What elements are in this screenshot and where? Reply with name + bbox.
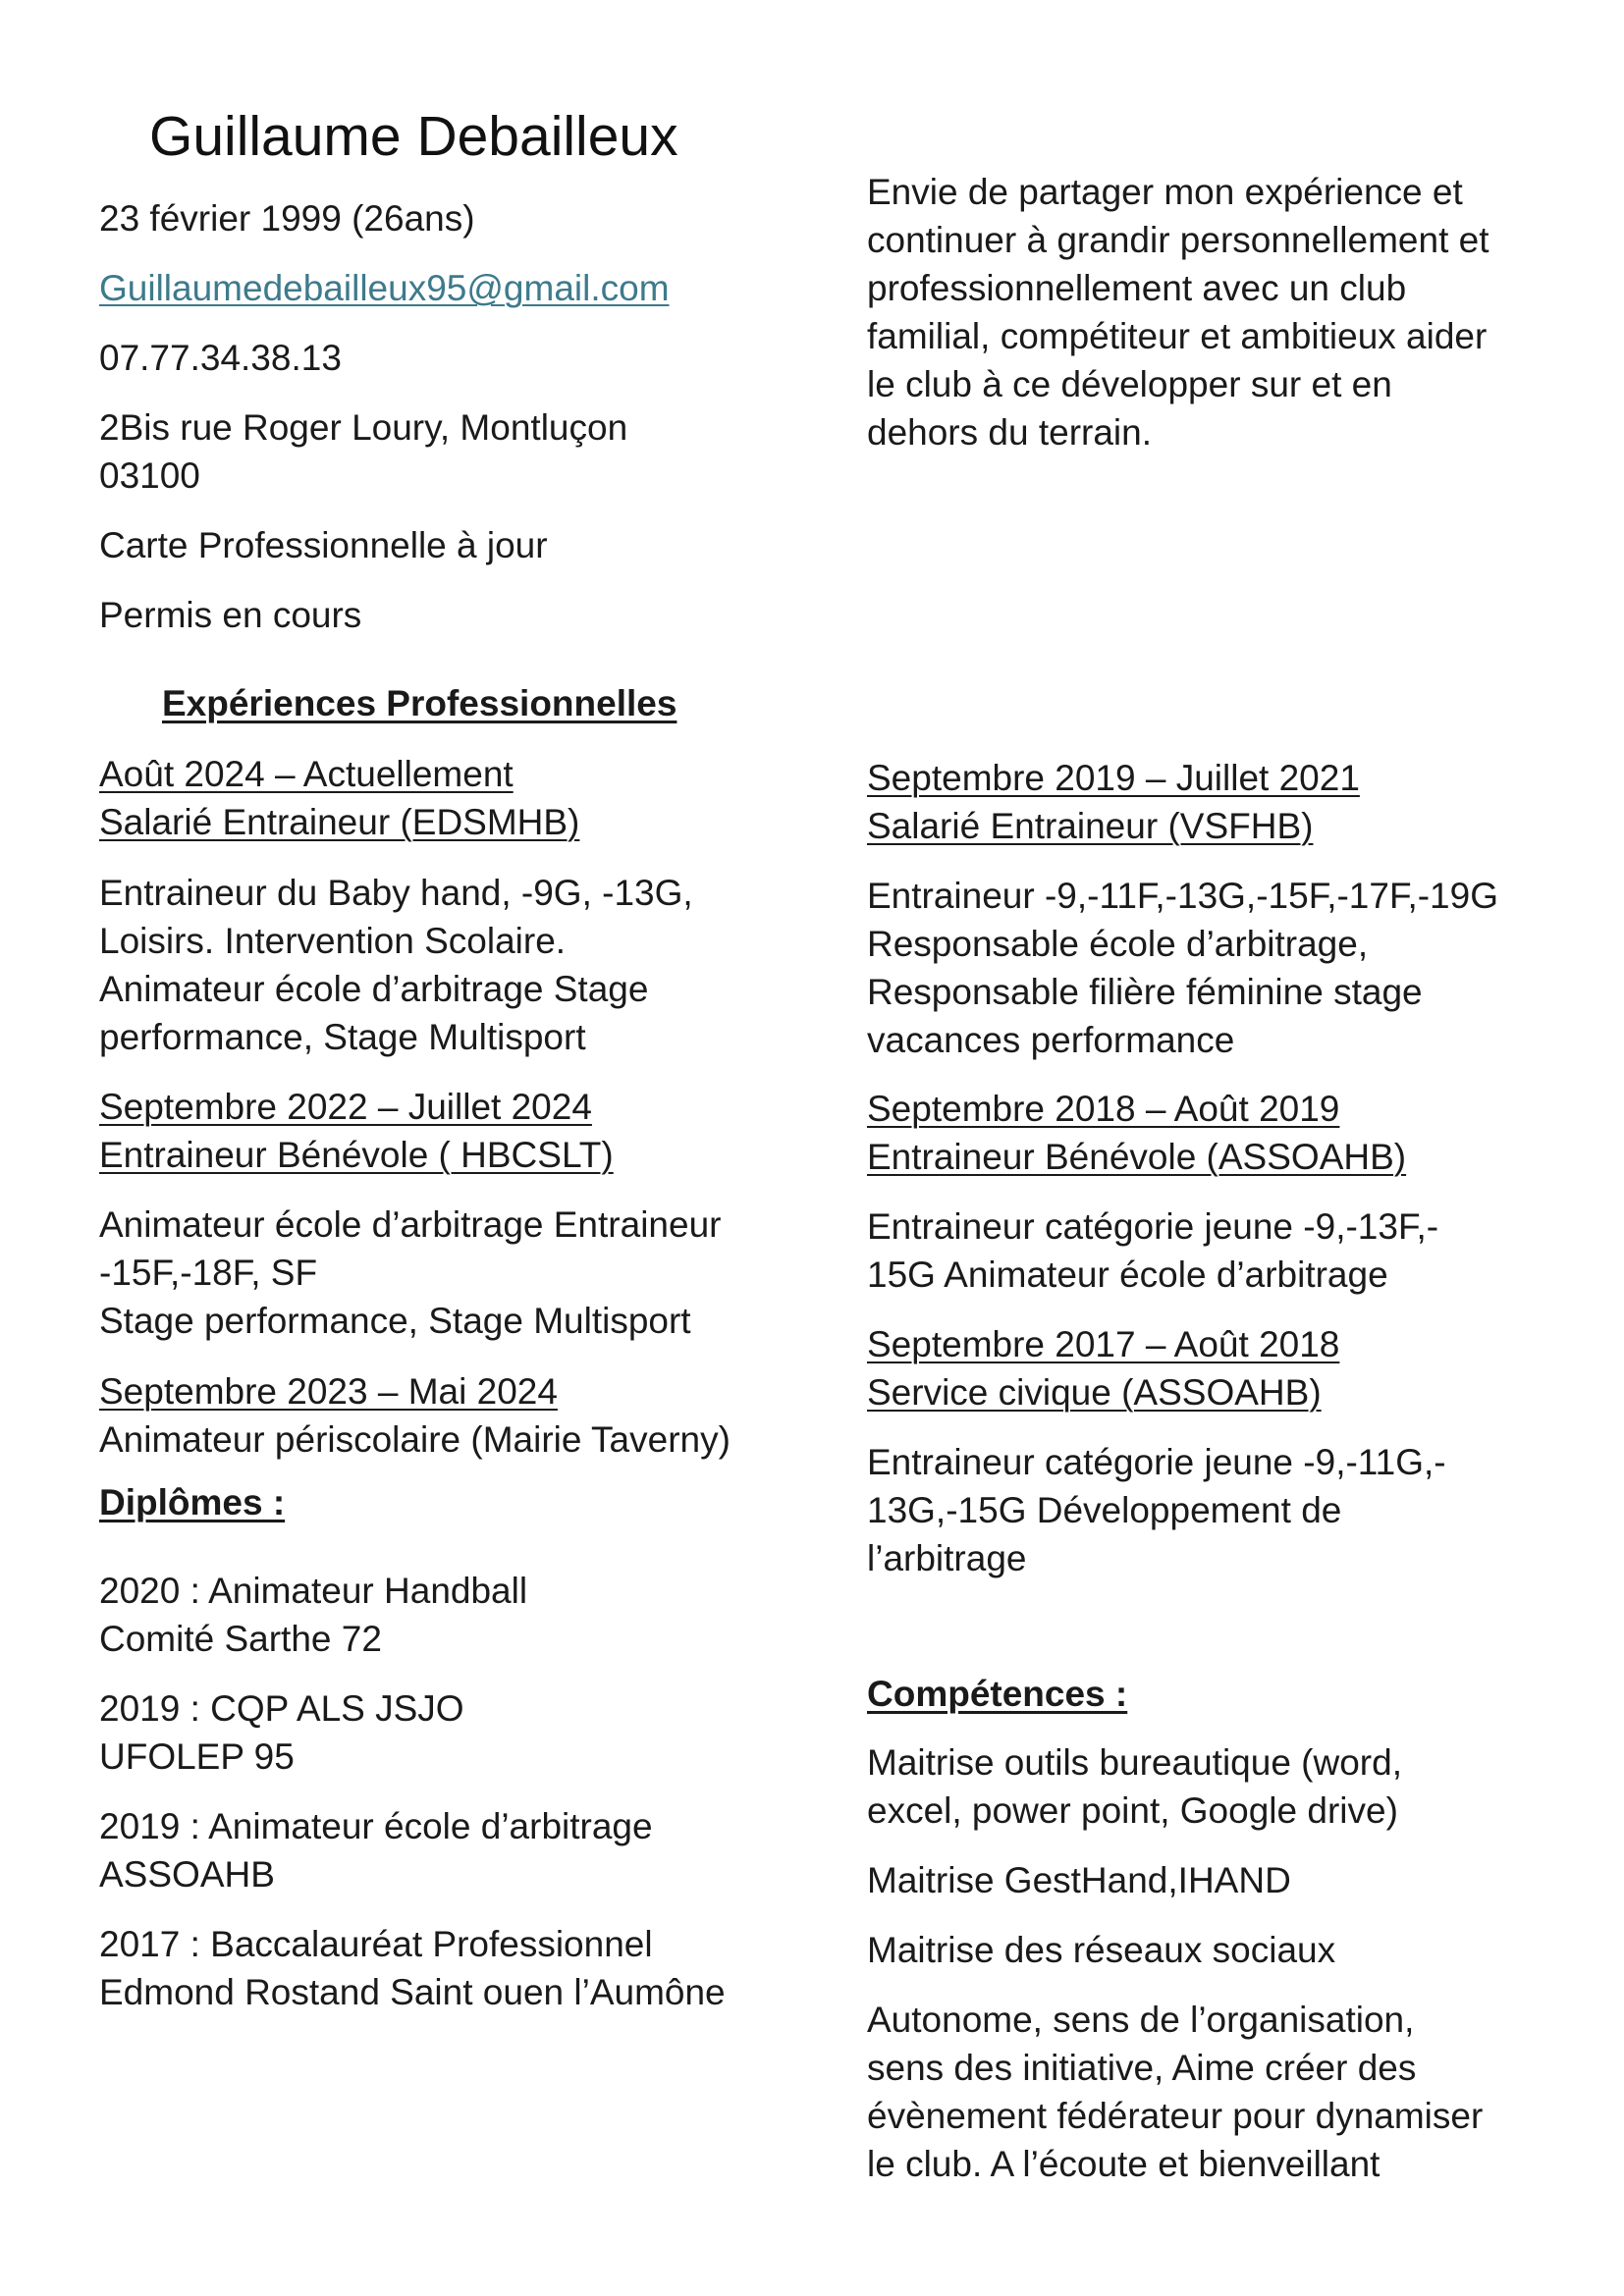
experience-role: Salarié Entraineur (EDSMHB) [99, 802, 580, 842]
skill-item: Autonome, sens de l’organisation, sens des initiative, Aime créer des évènement fédérateur pour dynamiser le club. A l’écoute et bienveillant [867, 2000, 1484, 2184]
experience-period: Septembre 2019 – Juillet 2021 [867, 758, 1360, 798]
experience-heading: Expériences Professionnelles [162, 683, 677, 723]
birth-date: 23 février 1999 (26ans) [99, 198, 475, 239]
skill-item: Maitrise outils bureautique (word, excel, power point, Google drive) [867, 1742, 1402, 1831]
diploma-item: 2019 : Animateur école d’arbitrage ASSOAHB [99, 1806, 653, 1895]
experience-role: Entraineur Bénévole (ASSOAHB) [867, 1137, 1407, 1177]
professional-card: Carte Professionnelle à jour [99, 525, 548, 565]
experience-period: Août 2024 – Actuellement [99, 754, 514, 794]
experience-period: Septembre 2022 – Juillet 2024 [99, 1087, 592, 1127]
experience-description: Animateur école d’arbitrage Entraineur -15F,-18F, SF Stage performance, Stage Multisport [99, 1204, 722, 1341]
diplomas-heading: Diplômes : [99, 1482, 286, 1522]
address: 2Bis rue Roger Loury, Montluçon 03100 [99, 407, 628, 496]
diploma-item: 2020 : Animateur Handball Comité Sarthe 72 [99, 1571, 528, 1659]
experience-role: Animateur périscolaire (Mairie Taverny) [99, 1419, 731, 1460]
experience-description: Entraineur du Baby hand, -9G, -13G, Loisirs. Intervention Scolaire. Animateur école d’arbitrage Stage performance, Stage Multisport [99, 873, 693, 1057]
skill-item: Maitrise GestHand,IHAND [867, 1860, 1291, 1900]
experience-role: Salarié Entraineur (VSFHB) [867, 806, 1314, 846]
email-link[interactable]: Guillaumedebailleux95@gmail.com [99, 268, 670, 308]
experience-description: Entraineur -9,-11F,-13G,-15F,-17F,-19G Responsable école d’arbitrage, Responsable filière féminine stage vacances performance [867, 876, 1498, 1060]
skill-item: Maitrise des réseaux sociaux [867, 1930, 1336, 1970]
driving-license: Permis en cours [99, 595, 362, 635]
experience-role: Service civique (ASSOAHB) [867, 1372, 1322, 1413]
experience-period: Septembre 2017 – Août 2018 [867, 1324, 1340, 1364]
experience-description: Entraineur catégorie jeune -9,-13F,- 15G Animateur école d’arbitrage [867, 1206, 1439, 1295]
summary-text: Envie de partager mon expérience et continuer à grandir personnellement et professionnellement avec un club familial, compétiteur et ambitieux aider le club à ce développer sur et en dehors du terrain. [867, 172, 1489, 453]
experience-period: Septembre 2018 – Août 2019 [867, 1089, 1340, 1129]
diploma-item: 2019 : CQP ALS JSJO UFOLEP 95 [99, 1688, 464, 1777]
experience-role: Entraineur Bénévole ( HBCSLT) [99, 1135, 614, 1175]
experience-period: Septembre 2023 – Mai 2024 [99, 1371, 558, 1412]
candidate-name: Guillaume Debailleux [149, 105, 678, 168]
skills-heading: Compétences : [867, 1674, 1128, 1714]
phone-number: 07.77.34.38.13 [99, 338, 342, 378]
experience-description: Entraineur catégorie jeune -9,-11G,- 13G,-15G Développement de l’arbitrage [867, 1442, 1446, 1578]
diploma-item: 2017 : Baccalauréat Professionnel Edmond Rostand Saint ouen l’Aumône [99, 1924, 726, 2012]
